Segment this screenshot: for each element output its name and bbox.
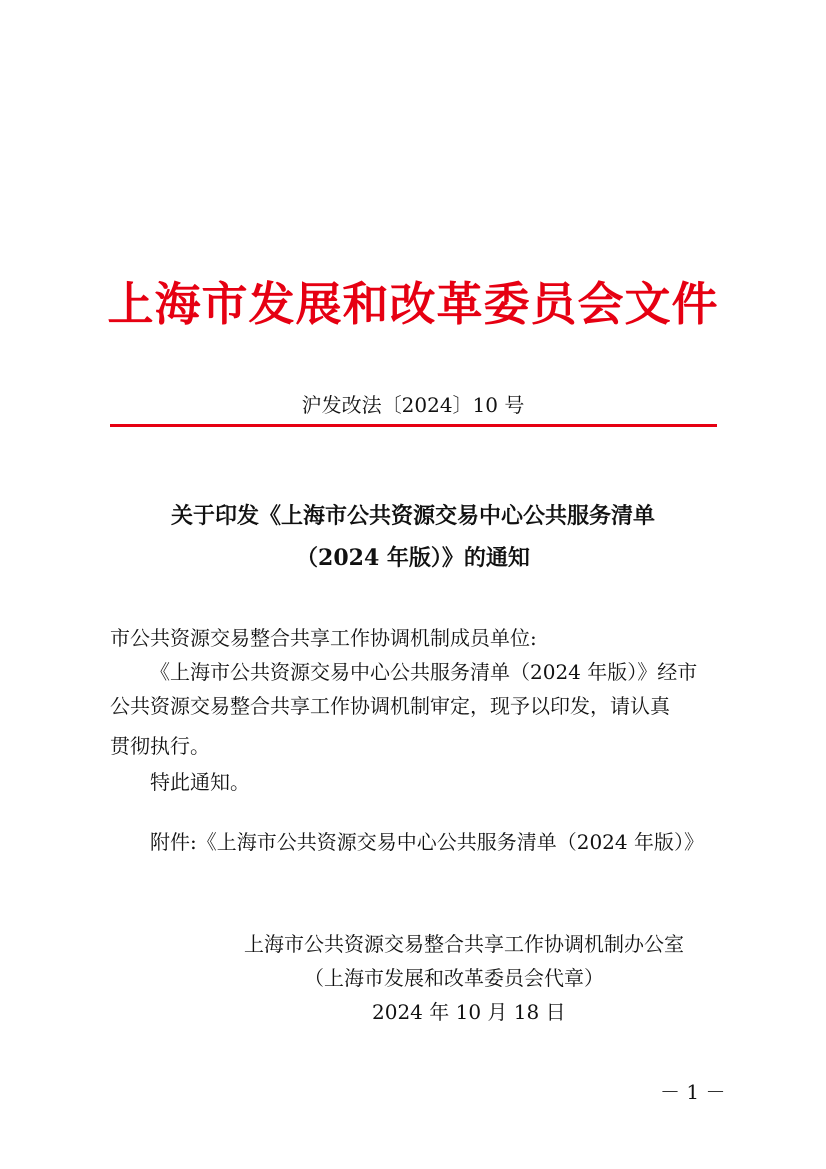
document-number: 沪发改法〔2024〕10 号 xyxy=(301,393,525,417)
red-divider-line xyxy=(110,424,717,427)
document-header-title: 上海市发展和改革委员会文件 xyxy=(107,277,719,331)
seal-note: （上海市发展和改革委员会代章） xyxy=(304,966,604,990)
page-number: － 1 － xyxy=(660,1080,726,1104)
issue-date: 2024 年 10 月 18 日 xyxy=(372,1000,566,1024)
paragraph-2: 特此通知。 xyxy=(150,770,250,794)
paragraph-1-line-2: 公共资源交易整合共享工作协调机制审定，现予以印发，请认真 xyxy=(110,694,670,718)
attachment-line: 附件:《上海市公共资源交易中心公共服务清单（2024 年版）》 xyxy=(150,830,704,854)
issuer-name: 上海市公共资源交易整合共享工作协调机制办公室 xyxy=(244,932,684,956)
notice-title-line-1: 关于印发《上海市公共资源交易中心公共服务清单 xyxy=(170,503,655,529)
paragraph-1-line-3: 贯彻执行。 xyxy=(110,734,210,758)
paragraph-1-line-1: 《上海市公共资源交易中心公共服务清单（2024 年版）》经市 xyxy=(150,660,698,684)
addressee: 市公共资源交易整合共享工作协调机制成员单位: xyxy=(110,626,537,650)
notice-title-line-2: （2024 年版）》的通知 xyxy=(296,545,530,571)
